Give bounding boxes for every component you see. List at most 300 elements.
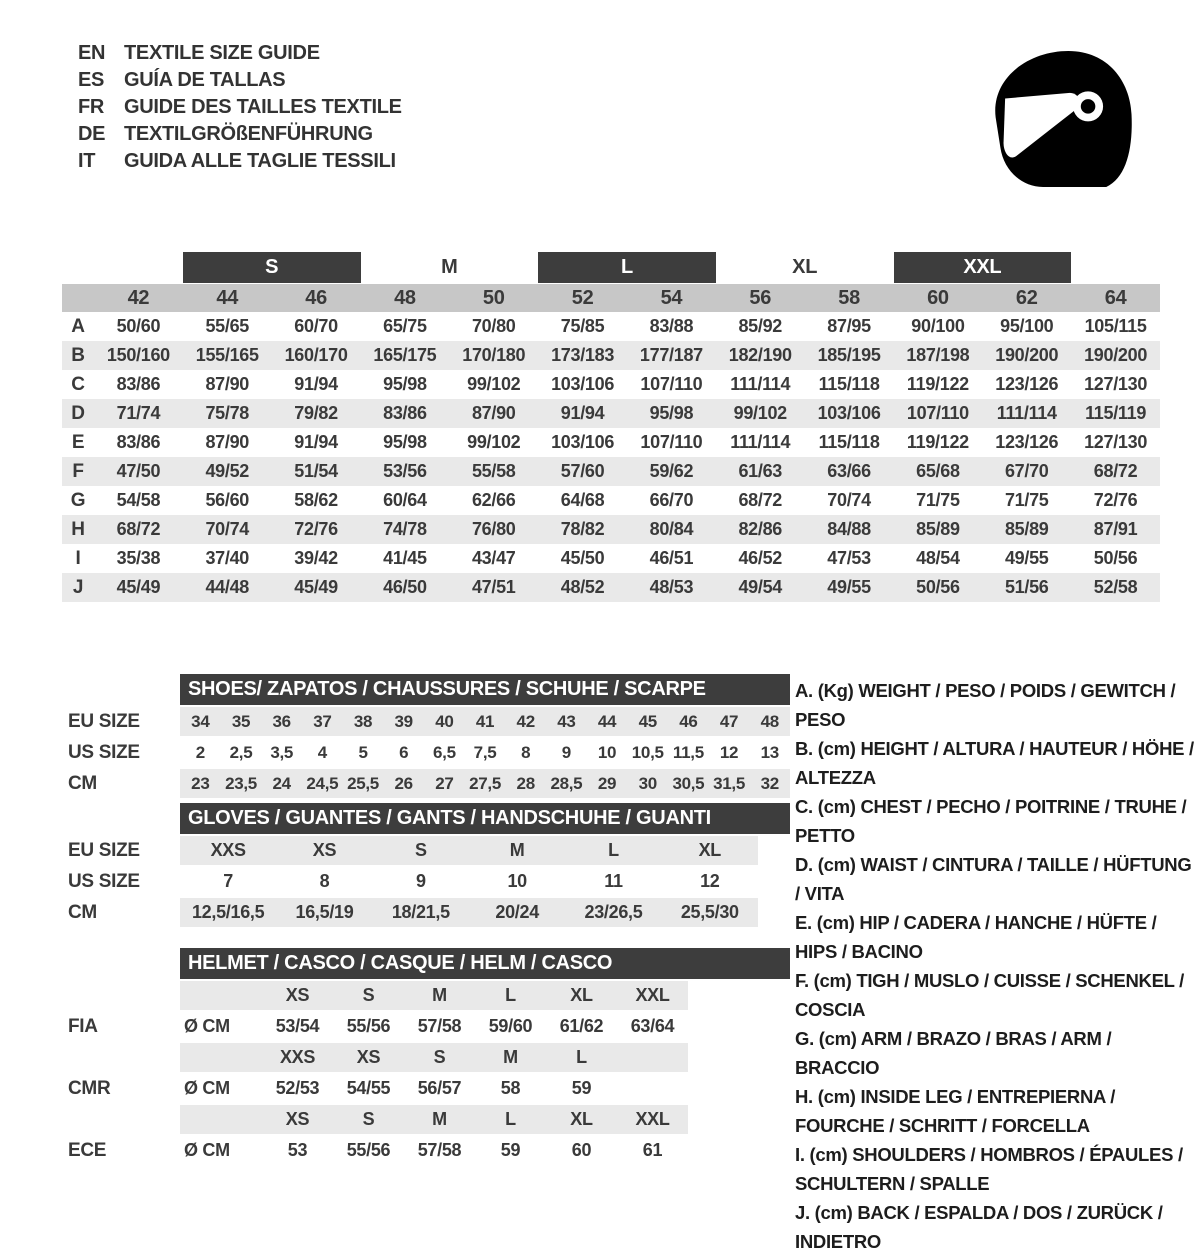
row-label: H xyxy=(71,518,85,540)
table-row-g xyxy=(62,486,1160,515)
shoe-size-cell: 7,5 xyxy=(473,742,497,762)
shoe-size-cell: 6 xyxy=(399,742,409,762)
shoe-size-cell: 31,5 xyxy=(713,773,746,793)
measure-cell: 39/42 xyxy=(294,548,338,568)
row-label: EU SIZE xyxy=(68,710,140,732)
row-label: CM xyxy=(68,901,97,923)
lang-row-fr xyxy=(78,94,402,121)
measure-cell: 115/118 xyxy=(818,374,880,394)
measure-cell: 115/118 xyxy=(818,432,880,452)
measure-cell: 103/106 xyxy=(551,374,615,394)
measure-cell: 49/55 xyxy=(827,577,871,597)
legend-item: F. (cm) TIGH / MUSLO / CUISSE / SCHENKEL / COSCIA xyxy=(795,970,1184,1020)
helmet-fia-values-row xyxy=(68,1012,790,1041)
helmet-value-cell: 57/58 xyxy=(417,1016,462,1036)
table-row-b xyxy=(62,341,1160,370)
measure-cell: 65/75 xyxy=(383,316,427,336)
numeric-size-cell: 56 xyxy=(749,286,772,309)
helmet-size-cell: M xyxy=(503,1047,518,1067)
measurement-legend xyxy=(795,676,1199,1256)
row-label: A xyxy=(71,315,85,337)
measure-cell: 83/86 xyxy=(116,432,161,452)
gloves-cm-row xyxy=(68,898,790,927)
measure-cell: 62/66 xyxy=(471,490,516,510)
measure-cell: 72/76 xyxy=(1093,490,1138,510)
legend-item: A. (Kg) WEIGHT / PESO / POIDS / GEWITCH / PESO xyxy=(795,680,1176,730)
measure-cell: 48/53 xyxy=(649,577,694,597)
measure-cell: 49/54 xyxy=(738,577,783,597)
gloves-eu-values xyxy=(180,836,758,865)
table-row-e xyxy=(62,428,1160,457)
row-label: G xyxy=(70,489,86,511)
glove-size-cell: L xyxy=(608,840,619,860)
measure-cell: 87/95 xyxy=(827,316,871,336)
measure-cell: 87/90 xyxy=(471,403,516,423)
measure-cell: 119/122 xyxy=(906,432,969,452)
measure-cell: 84/88 xyxy=(827,519,871,539)
measure-cell: 70/74 xyxy=(827,490,871,510)
measure-cell: 74/78 xyxy=(383,519,427,539)
cert-label-fia: FIA xyxy=(68,1015,98,1037)
row-label: C xyxy=(71,373,85,395)
shoe-size-cell: 10,5 xyxy=(631,742,664,762)
measure-cell: 107/110 xyxy=(640,374,703,394)
spacer xyxy=(62,284,94,312)
numeric-size-cell: 46 xyxy=(305,286,327,309)
helmet-size-cell: XXL xyxy=(635,985,670,1005)
measure-cell: 91/94 xyxy=(560,403,605,423)
shoe-size-cell: 28,5 xyxy=(550,773,583,793)
helmet-value-cell: 54/55 xyxy=(346,1078,391,1098)
garment-size-table xyxy=(62,252,1160,602)
measure-cell: 76/80 xyxy=(471,519,516,539)
shoe-size-cell: 44 xyxy=(597,711,617,731)
measure-cell: 83/86 xyxy=(383,403,427,423)
helmet-value-cell: 56/57 xyxy=(417,1078,462,1098)
shoe-size-cell: 26 xyxy=(394,773,413,793)
shoe-size-cell: 43 xyxy=(557,711,576,731)
numeric-size-cell: 60 xyxy=(927,286,949,309)
numeric-size-cell: 42 xyxy=(127,286,150,309)
measure-cell: 103/106 xyxy=(817,403,881,423)
shoes-size-section xyxy=(68,674,790,798)
measure-cell: 87/91 xyxy=(1093,519,1138,539)
glove-size-cell: 16,5/19 xyxy=(295,902,354,922)
glove-size-cell: 8 xyxy=(319,871,330,891)
glove-size-cell: 20/24 xyxy=(495,902,539,922)
gloves-section-title: GLOVES / GUANTES / GANTS / HANDSCHUHE / GUANTI xyxy=(180,803,790,834)
numeric-size-strip xyxy=(62,284,1160,312)
measure-cell: 50/56 xyxy=(916,577,960,597)
row-label: US SIZE xyxy=(68,870,140,892)
shoe-size-cell: 28 xyxy=(516,773,535,793)
measure-cell: 65/68 xyxy=(916,461,960,481)
shoe-size-cell: 10 xyxy=(597,742,617,762)
shoe-size-cell: 25,5 xyxy=(347,773,379,793)
row-label: D xyxy=(71,402,85,424)
measure-cell: 105/115 xyxy=(1084,316,1147,336)
row-label: EU SIZE xyxy=(68,839,140,861)
numeric-size-cell: 48 xyxy=(394,286,416,309)
shoe-size-cell: 3,5 xyxy=(270,742,294,762)
shoe-size-cell: 5 xyxy=(358,742,368,762)
gloves-size-section xyxy=(68,803,790,927)
size-group-s: S xyxy=(183,252,361,283)
measure-cell: 48/52 xyxy=(560,577,605,597)
shoes-section-title: SHOES/ ZAPATOS / CHAUSSURES / SCHUHE / SCARPE xyxy=(180,674,790,705)
shoe-size-cell: 42 xyxy=(516,711,535,731)
helmet-value-cell: 58 xyxy=(500,1078,521,1098)
helmet-size-cell: S xyxy=(362,1109,375,1129)
helmet-cmr-sizes xyxy=(180,1043,688,1072)
size-group-header-row xyxy=(62,252,1160,283)
measure-cell: 127/130 xyxy=(1084,374,1148,394)
measure-cell: 56/60 xyxy=(205,490,250,510)
shoe-size-cell: 35 xyxy=(231,711,251,731)
spacer xyxy=(68,1105,180,1134)
lang-row-it xyxy=(78,148,402,175)
helmet-ece-sizes xyxy=(180,1105,688,1134)
measure-cell: 187/198 xyxy=(906,345,970,365)
glove-size-cell: S xyxy=(414,840,427,860)
shoe-size-cell: 30,5 xyxy=(672,773,705,793)
helmet-value-cell: 55/56 xyxy=(346,1140,391,1160)
measure-cell: 107/110 xyxy=(906,403,969,423)
table-row-h xyxy=(62,515,1160,544)
shoe-size-cell: 11,5 xyxy=(672,742,704,762)
row-label: F xyxy=(72,460,84,482)
measure-cell: 45/49 xyxy=(116,577,161,597)
lang-title: GUÍA DE TALLAS xyxy=(124,69,286,91)
shoe-size-cell: 13 xyxy=(760,742,779,762)
legend-item: G. (cm) ARM / BRAZO / BRAS / ARM / BRACCIO xyxy=(795,1028,1112,1078)
measure-cell: 80/84 xyxy=(649,519,694,539)
measure-cell: 53/56 xyxy=(383,461,427,481)
measure-cell: 123/126 xyxy=(995,374,1059,394)
measure-cell: 95/100 xyxy=(1000,316,1054,336)
measure-cell: 44/48 xyxy=(205,577,250,597)
measure-cell: 72/76 xyxy=(294,519,338,539)
glove-size-cell: XL xyxy=(698,840,721,860)
helmet-size-cell: XL xyxy=(570,1109,593,1129)
helmet-value-cell: 59/60 xyxy=(488,1016,533,1036)
measure-cell: 75/78 xyxy=(205,403,250,423)
helmet-ece-values xyxy=(180,1136,688,1165)
helmet-size-cell: M xyxy=(432,1109,447,1129)
helmet-value-cell: 59 xyxy=(571,1078,592,1098)
helmet-ece-sizes-row xyxy=(68,1105,790,1134)
measure-cell: 160/170 xyxy=(284,345,348,365)
table-row-j xyxy=(62,573,1160,602)
measure-cell: 182/190 xyxy=(728,345,792,365)
glove-size-cell: 23/26,5 xyxy=(584,902,643,922)
size-group-m: M xyxy=(441,256,458,278)
shoe-size-cell: 32 xyxy=(760,773,779,793)
measure-cell: 95/98 xyxy=(649,403,694,423)
shoe-size-cell: 41 xyxy=(475,711,495,731)
measure-cell: 61/63 xyxy=(738,461,783,481)
numeric-size-cell: 52 xyxy=(571,286,594,309)
lang-code: DE xyxy=(78,123,106,145)
legend-item: E. (cm) HIP / CADERA / HANCHE / HÜFTE / HIPS / BACINO xyxy=(795,912,1157,962)
helmet-fia-sizes xyxy=(180,981,688,1010)
measure-cell: 59/62 xyxy=(649,461,694,481)
spacer xyxy=(180,981,262,1010)
lang-title: GUIDE DES TAILLES TEXTILE xyxy=(124,96,402,118)
shoe-size-cell: 29 xyxy=(597,773,617,793)
lang-title: GUIDA ALLE TAGLIE TESSILI xyxy=(124,150,396,172)
shoes-us-values xyxy=(180,738,790,767)
measure-cell: 51/54 xyxy=(294,461,338,481)
measure-cell: 60/70 xyxy=(294,316,338,336)
spacer xyxy=(180,1043,262,1072)
size-group-xl: XL xyxy=(792,256,818,278)
measure-cell: 55/58 xyxy=(471,461,516,481)
shoe-size-cell: 45 xyxy=(638,711,657,731)
unit-label: Ø CM xyxy=(184,1140,230,1160)
measure-cell: 190/200 xyxy=(995,345,1059,365)
measure-cell: 63/66 xyxy=(827,461,871,481)
numeric-size-cell: 62 xyxy=(1015,286,1038,309)
glove-size-cell: 11 xyxy=(604,871,623,891)
measure-cell: 190/200 xyxy=(1084,345,1148,365)
cert-label-ece: ECE xyxy=(68,1139,107,1161)
gloves-us-values xyxy=(180,867,758,896)
measure-cell: 99/102 xyxy=(467,374,521,394)
measure-cell: 70/74 xyxy=(205,519,250,539)
helmet-size-cell: XXL xyxy=(635,1109,670,1129)
measure-cell: 123/126 xyxy=(995,432,1059,452)
shoe-size-cell: 24,5 xyxy=(306,773,339,793)
helmet-value-cell: 60 xyxy=(571,1140,592,1160)
shoes-eu-row xyxy=(68,707,790,736)
lang-title: TEXTILE SIZE GUIDE xyxy=(124,42,320,64)
shoe-size-cell: 27 xyxy=(435,773,454,793)
measure-cell: 48/54 xyxy=(916,548,960,568)
helmet-value-cell: 63/64 xyxy=(630,1016,675,1036)
measure-cell: 41/45 xyxy=(383,548,427,568)
lang-code: EN xyxy=(78,42,106,64)
helmet-section-title: HELMET / CASCO / CASQUE / HELM / CASCO xyxy=(180,948,790,979)
helmet-size-cell: S xyxy=(362,985,375,1005)
shoe-size-cell: 37 xyxy=(313,711,332,731)
measure-cell: 82/86 xyxy=(738,519,783,539)
measure-cell: 37/40 xyxy=(205,548,250,568)
shoe-size-cell: 8 xyxy=(521,742,531,762)
measure-cell: 43/47 xyxy=(471,548,516,568)
shoe-size-cell: 36 xyxy=(272,711,291,731)
legend-item: I. (cm) SHOULDERS / HOMBROS / ÉPAULES / SCHULTERN / SPALLE xyxy=(795,1144,1183,1194)
measure-cell: 115/119 xyxy=(1085,403,1147,423)
helmet-size-cell: XL xyxy=(570,985,593,1005)
measure-cell: 83/88 xyxy=(649,316,694,336)
helmet-value-cell: 61/62 xyxy=(559,1016,604,1036)
glove-size-cell: 12,5/16,5 xyxy=(191,902,265,922)
helmet-fia-values xyxy=(180,1012,688,1041)
shoes-us-row xyxy=(68,738,790,767)
measure-cell: 85/92 xyxy=(738,316,783,336)
measure-cell: 50/56 xyxy=(1093,548,1138,568)
lang-code: ES xyxy=(78,69,105,91)
helmet-value-cell: 55/56 xyxy=(346,1016,391,1036)
measure-cell: 103/106 xyxy=(551,432,615,452)
measure-cell: 111/114 xyxy=(996,403,1057,423)
measure-cell: 87/90 xyxy=(205,374,250,394)
measure-cell: 150/160 xyxy=(106,345,170,365)
legend-item: D. (cm) WAIST / CINTURA / TAILLE / HÜFTUNG / VITA xyxy=(795,854,1192,904)
legend-item: H. (cm) INSIDE LEG / ENTREPIERNA / FOURCHE / SCHRITT / FORCELLA xyxy=(795,1086,1116,1136)
lang-row-en xyxy=(78,40,402,67)
shoe-size-cell: 30 xyxy=(638,773,657,793)
lang-code: FR xyxy=(78,96,105,118)
shoe-size-cell: 2,5 xyxy=(229,742,253,762)
helmet-size-section xyxy=(68,948,790,1165)
glove-size-cell: 10 xyxy=(507,871,527,891)
shoe-size-cell: 38 xyxy=(353,711,373,731)
measure-cell: 45/50 xyxy=(560,548,605,568)
glove-size-cell: 12 xyxy=(700,871,720,891)
measure-cell: 71/75 xyxy=(1004,490,1049,510)
spacer xyxy=(68,1043,180,1072)
glove-size-cell: 25,5/30 xyxy=(680,902,739,922)
measure-cell: 111/114 xyxy=(730,432,791,452)
shoe-size-cell: 34 xyxy=(191,711,210,731)
spacer xyxy=(180,1105,262,1134)
spacer xyxy=(68,981,180,1010)
measure-cell: 68/72 xyxy=(738,490,783,510)
measure-cell: 111/114 xyxy=(730,374,791,394)
shoe-size-cell: 4 xyxy=(317,742,327,762)
shoe-size-cell: 39 xyxy=(394,711,413,731)
measure-cell: 35/38 xyxy=(116,548,161,568)
shoe-size-cell: 23 xyxy=(191,773,210,793)
unit-label: Ø CM xyxy=(184,1016,230,1036)
helmet-size-cell: S xyxy=(433,1047,446,1067)
helmet-cmr-sizes-row xyxy=(68,1043,790,1072)
row-label: J xyxy=(72,576,84,598)
helmet-ece-values-row xyxy=(68,1136,790,1165)
helmet-size-cell: L xyxy=(505,985,516,1005)
helmet-value-cell: 57/58 xyxy=(417,1140,462,1160)
measure-cell: 68/72 xyxy=(1093,461,1138,481)
measure-cell: 165/175 xyxy=(373,345,437,365)
table-row-f xyxy=(62,457,1160,486)
shoes-cm-row xyxy=(68,769,790,798)
measure-cell: 177/187 xyxy=(639,345,703,365)
glove-size-cell: M xyxy=(509,840,525,860)
measure-cell: 173/183 xyxy=(551,345,615,365)
measure-cell: 66/70 xyxy=(649,490,694,510)
numeric-size-cell: 54 xyxy=(660,286,683,309)
helmet-size-cell: XS xyxy=(285,1109,310,1129)
row-label: I xyxy=(75,547,81,569)
helmet-value-cell: 52/53 xyxy=(275,1078,320,1098)
measure-cell: 127/130 xyxy=(1084,432,1148,452)
table-row-a xyxy=(62,312,1160,341)
measure-cell: 68/72 xyxy=(116,519,161,539)
numeric-size-cell: 50 xyxy=(482,286,505,309)
measure-cell: 58/62 xyxy=(294,490,338,510)
numeric-size-cell: 44 xyxy=(216,286,239,309)
helmet-fia-sizes-row xyxy=(68,981,790,1010)
helmet-cmr-values-row xyxy=(68,1074,790,1103)
row-label: E xyxy=(71,431,85,453)
measure-cell: 87/90 xyxy=(205,432,250,452)
shoe-size-cell: 24 xyxy=(272,773,291,793)
measure-cell: 47/53 xyxy=(827,548,871,568)
measure-cell: 71/74 xyxy=(116,403,161,423)
helmet-size-cell: L xyxy=(505,1109,516,1129)
measure-cell: 46/50 xyxy=(383,577,427,597)
shoe-size-cell: 46 xyxy=(679,711,698,731)
unit-label: Ø CM xyxy=(184,1078,230,1098)
shoes-eu-values xyxy=(180,707,790,736)
gloves-cm-values xyxy=(180,898,758,927)
table-row-i xyxy=(62,544,1160,573)
measure-cell: 85/89 xyxy=(916,519,960,539)
measure-cell: 91/94 xyxy=(294,432,338,452)
helmet-cmr-values xyxy=(180,1074,688,1103)
shoe-size-cell: 2 xyxy=(195,742,205,762)
shoes-cm-values xyxy=(180,769,790,798)
shoe-size-cell: 27,5 xyxy=(469,773,501,793)
measure-cell: 99/102 xyxy=(733,403,787,423)
measure-cell: 64/68 xyxy=(560,490,605,510)
measure-cell: 57/60 xyxy=(560,461,605,481)
shoe-size-cell: 23,5 xyxy=(225,773,257,793)
lang-row-es xyxy=(78,67,402,94)
measure-cell: 119/122 xyxy=(906,374,969,394)
measure-cell: 78/82 xyxy=(560,519,605,539)
legend-item: J. (cm) BACK / ESPALDA / DOS / ZURÜCK / INDIETRO xyxy=(795,1202,1163,1252)
measure-cell: 90/100 xyxy=(911,316,965,336)
size-group-l: L xyxy=(538,252,716,283)
helmet-value-cell: 59 xyxy=(500,1140,521,1160)
measure-cell: 51/56 xyxy=(1004,577,1049,597)
row-label: US SIZE xyxy=(68,741,140,763)
language-title-list xyxy=(78,40,402,175)
glove-size-cell: XXS xyxy=(210,840,246,860)
helmet-size-cell: L xyxy=(576,1047,587,1067)
measure-cell: 85/89 xyxy=(1004,519,1049,539)
row-label: B xyxy=(71,344,85,366)
size-group-xxl: XXL xyxy=(894,252,1072,283)
measure-cell: 185/195 xyxy=(817,345,881,365)
shoe-size-cell: 48 xyxy=(760,711,779,731)
helmet-size-cell: M xyxy=(432,985,447,1005)
measure-cell: 47/50 xyxy=(116,461,161,481)
glove-size-cell: XS xyxy=(312,840,337,860)
measure-cell: 67/70 xyxy=(1004,461,1049,481)
measure-cell: 95/98 xyxy=(383,432,427,452)
measure-cell: 54/58 xyxy=(116,490,161,510)
measure-cell: 46/52 xyxy=(738,548,783,568)
measure-cell: 91/94 xyxy=(294,374,338,394)
table-row-c xyxy=(62,370,1160,399)
measure-cell: 46/51 xyxy=(649,548,694,568)
shoe-size-cell: 12 xyxy=(719,742,739,762)
measure-cell: 107/110 xyxy=(640,432,703,452)
measure-cell: 49/52 xyxy=(205,461,250,481)
measure-cell: 50/60 xyxy=(116,316,161,336)
helmet-size-cell: XS xyxy=(356,1047,381,1067)
helmet-value-cell: 53/54 xyxy=(275,1016,320,1036)
measure-cell: 95/98 xyxy=(383,374,427,394)
measure-cell: 70/80 xyxy=(471,316,516,336)
measure-cell: 52/58 xyxy=(1093,577,1138,597)
helmet-size-cell: XS xyxy=(285,985,310,1005)
measure-cell: 71/75 xyxy=(916,490,960,510)
